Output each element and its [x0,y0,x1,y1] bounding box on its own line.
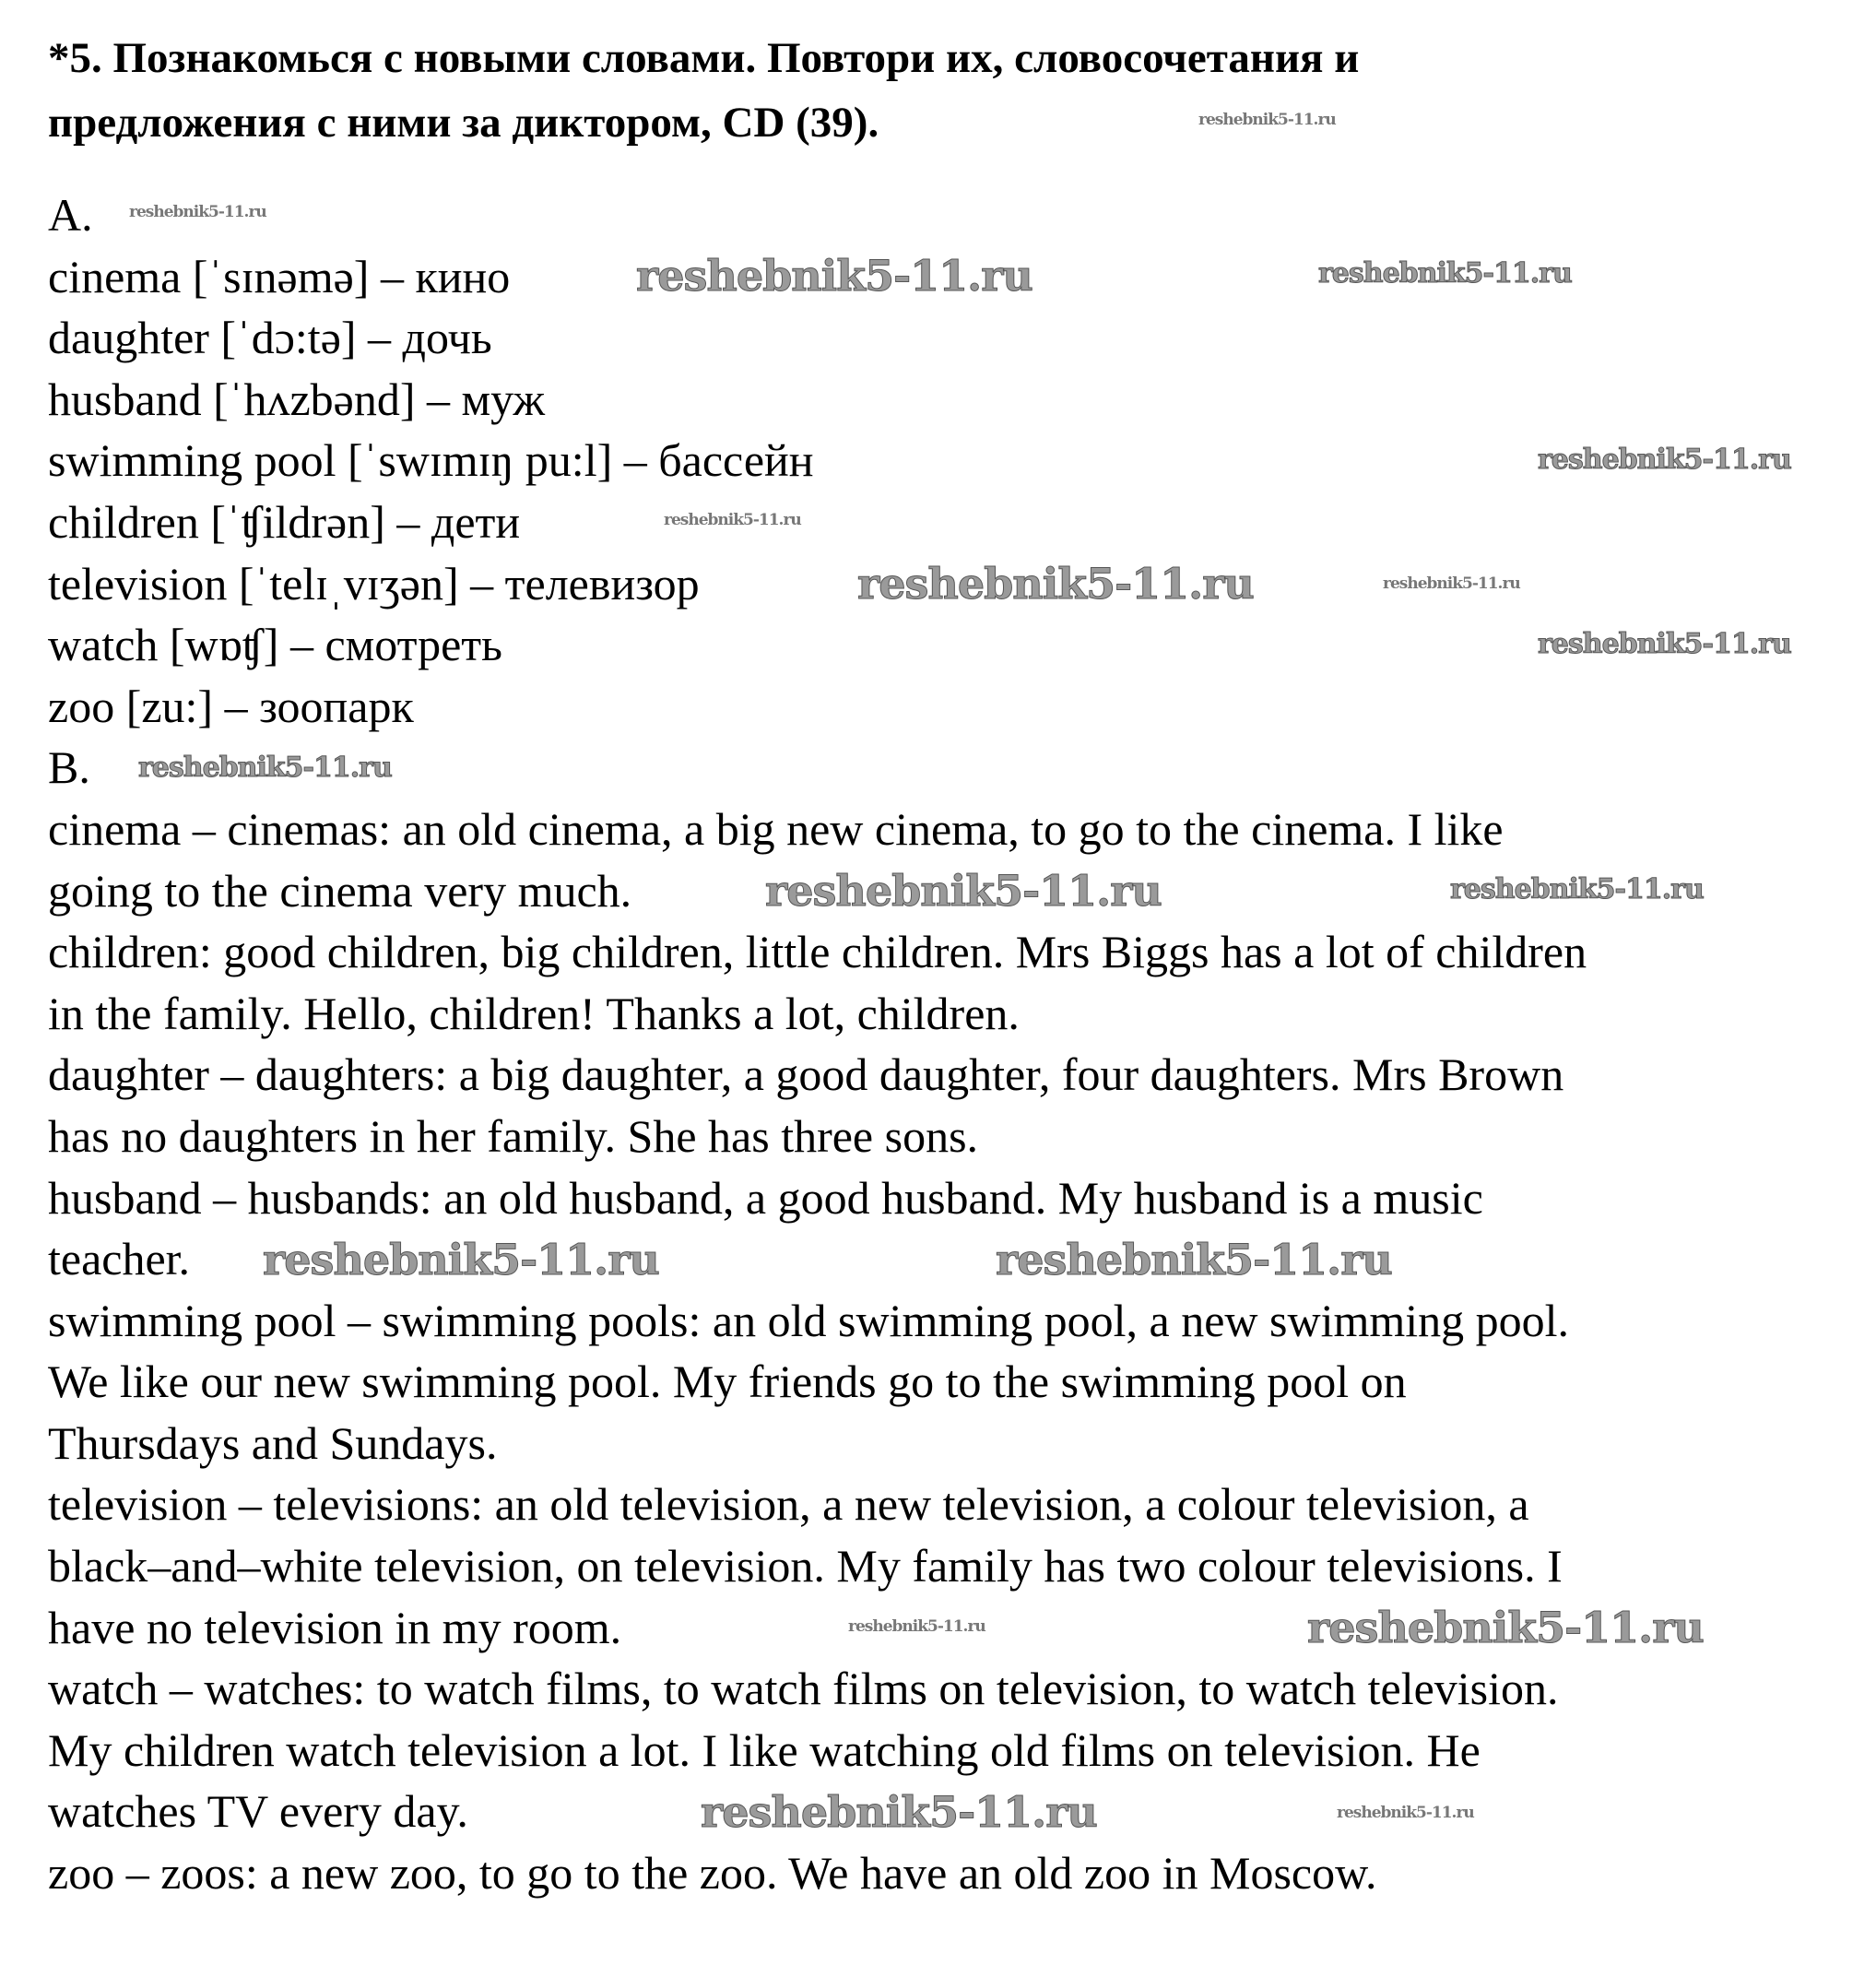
text-line: has no daughters in her family. She has three sons. [48,1109,979,1162]
section-b-label: B. [48,741,90,794]
text-line: husband – husbands: an old husband, a good husband. My husband is a music [48,1171,1483,1224]
exercise-title [48,26,1359,155]
watermark: reshebnik5-11.ru [1538,444,1791,476]
vocab-entry: television [ˈtelɪˌvɪʒən] – телевизор [48,557,700,610]
vocab-entry: husband [ˈhʌzbənd] – муж [48,373,546,425]
vocab-entry: watch [wɒʧ] – смотреть [48,619,502,671]
title-line: *5. Познакомься с новыми словами. Повтори их, словосочетания и [48,34,1360,82]
watermark: reshebnik5-11.ru [996,1235,1392,1284]
text-line: black–and–white television, on television. My family has two colour televisions. I [48,1540,1563,1592]
text-line: zoo – zoos: a new zoo, to go to the zoo. We have an old zoo in Moscow. [48,1847,1377,1900]
vocab-entry: zoo [zu:] – зоопарк [48,680,414,732]
watermark: reshebnik5-11.ru [1383,574,1520,593]
watermark: reshebnik5-11.ru [765,866,1162,916]
text-line: television – televisions: an old television, a new television, a colour television, a [48,1478,1529,1531]
text-line: My children watch television a lot. I like watching old films on television. He [48,1723,1481,1776]
title-line: предложения с ними за диктором, CD (39). [48,99,879,147]
text-line: watch – watches: to watch films, to watch films on television, to watch television. [48,1663,1559,1715]
watermark: reshebnik5-11.ru [138,752,392,784]
watermark: reshebnik5-11.ru [1198,111,1336,129]
watermark: reshebnik5-11.ru [636,251,1032,301]
vocab-entry: cinema [ˈsɪnəmə] – кино [48,250,511,302]
watermark: reshebnik5-11.ru [848,1617,985,1636]
vocab-entry: daughter [ˈdɔ:tə] – дочь [48,312,492,364]
watermark: reshebnik5-11.ru [1337,1804,1474,1822]
text-line: teacher. [48,1233,191,1285]
vocab-entry: children [ˈʧildrən] – дети [48,495,521,548]
watermark: reshebnik5-11.ru [1538,628,1791,660]
text-line: children: good children, big children, little children. Mrs Biggs has a lot of children [48,926,1587,978]
section-a-label: A. [48,189,93,241]
vocab-entry: swimming pool [ˈswɪmɪŋ pu:l] – бассейн [48,434,814,487]
watermark: reshebnik5-11.ru [1307,1603,1704,1652]
text-line: swimming pool – swimming pools: an old swimming pool, a new swimming pool. [48,1294,1570,1346]
watermark: reshebnik5-11.ru [263,1235,659,1284]
watermark: reshebnik5-11.ru [1318,257,1572,290]
text-line: watches TV every day. [48,1785,468,1838]
text-line: Thursdays and Sundays. [48,1416,498,1469]
text-line: in the family. Hello, children! Thanks a lot, children. [48,987,1020,1039]
watermark: reshebnik5-11.ru [701,1787,1097,1837]
text-line: have no television in my room. [48,1601,622,1653]
text-line: going to the cinema very much. [48,864,632,917]
watermark: reshebnik5-11.ru [1450,873,1704,906]
watermark: reshebnik5-11.ru [664,511,801,529]
text-line: We like our new swimming pool. My friends go to the swimming pool on [48,1355,1407,1408]
watermark: reshebnik5-11.ru [857,559,1254,609]
watermark: reshebnik5-11.ru [129,203,266,221]
text-line: cinema – cinemas: an old cinema, a big new cinema, to go to the cinema. I like [48,802,1504,855]
text-line: daughter – daughters: a big daughter, a good daughter, four daughters. Mrs Brown [48,1048,1564,1101]
